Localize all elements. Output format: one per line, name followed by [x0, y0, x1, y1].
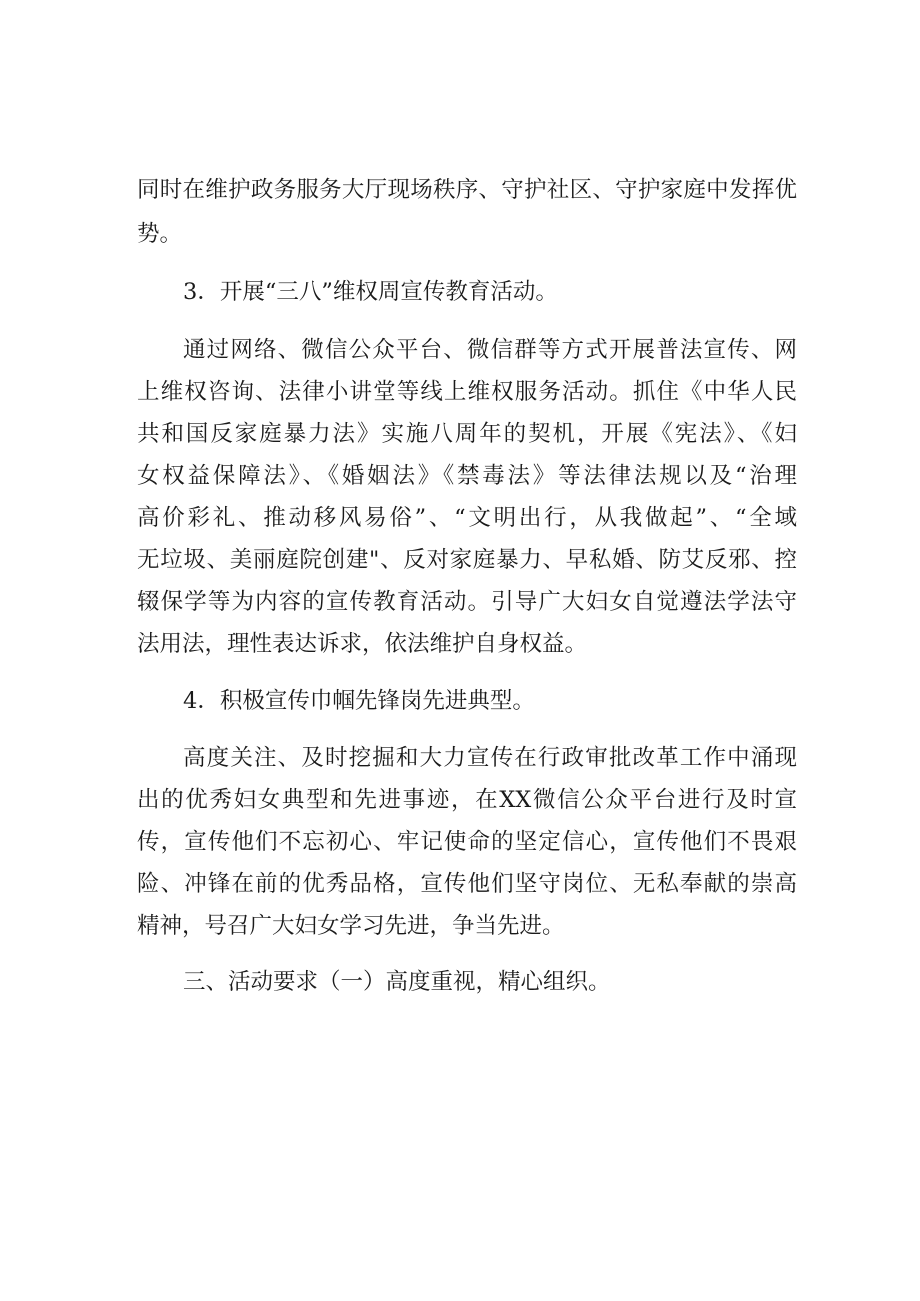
paragraph-line: 上维权咨询、法律小讲堂等线上维权服务活动。抓住《中华人民 [137, 379, 797, 405]
paragraph-line: 法用法，理性表达诉求，依法维护自身权益。 [137, 631, 588, 657]
paragraph-line: 险、冲锋在前的优秀品格，宣传他们坚守岗位、无私奉献的崇高 [137, 871, 797, 897]
paragraph-line: 势。 [137, 221, 183, 247]
paragraph-line: 同时在维护政务服务大厅现场秩序、守护社区、守护家庭中发挥优 [137, 177, 797, 203]
paragraph-line: 高度关注、及时挖掘和大力宣传在行政审批改革工作中涌现 [183, 745, 797, 771]
section-heading-3-requirements: 三、活动要求（一）高度重视，精心组织。 [183, 969, 611, 995]
paragraph-line: 辍保学等为内容的宣传教育活动。引导广大妇女自觉遵法学法守 [137, 589, 797, 615]
section-heading-3: 3．开展“三八”维权周宣传教育活动。 [183, 279, 558, 305]
section-heading-4: 4．积极宣传巾帼先锋岗先进典型。 [183, 688, 535, 714]
paragraph-line: 共和国反家庭暴力法》实施八周年的契机，开展《宪法》、《妇 [137, 421, 797, 447]
paragraph-line: 高价彩礼、推动移风易俗”、“文明出行，从我做起”、“全域 [137, 505, 797, 531]
paragraph-line: 通过网络、微信公众平台、微信群等方式开展普法宣传、网 [183, 337, 797, 363]
paragraph-line: 出的优秀妇女典型和先进事迹，在XX微信公众平台进行及时宣 [137, 787, 797, 813]
paragraph-line: 精神，号召广大妇女学习先进，争当先进。 [137, 913, 565, 939]
paragraph-line: 无垃圾、美丽庭院创建"、反对家庭暴力、早私婚、防艾反邪、控 [137, 547, 797, 573]
paragraph-line: 传，宣传他们不忘初心、牢记使命的坚定信心，宣传他们不畏艰 [137, 829, 797, 855]
paragraph-line: 女权益保障法》、《婚姻法》《禁毒法》等法律法规以及“治理 [137, 463, 797, 489]
